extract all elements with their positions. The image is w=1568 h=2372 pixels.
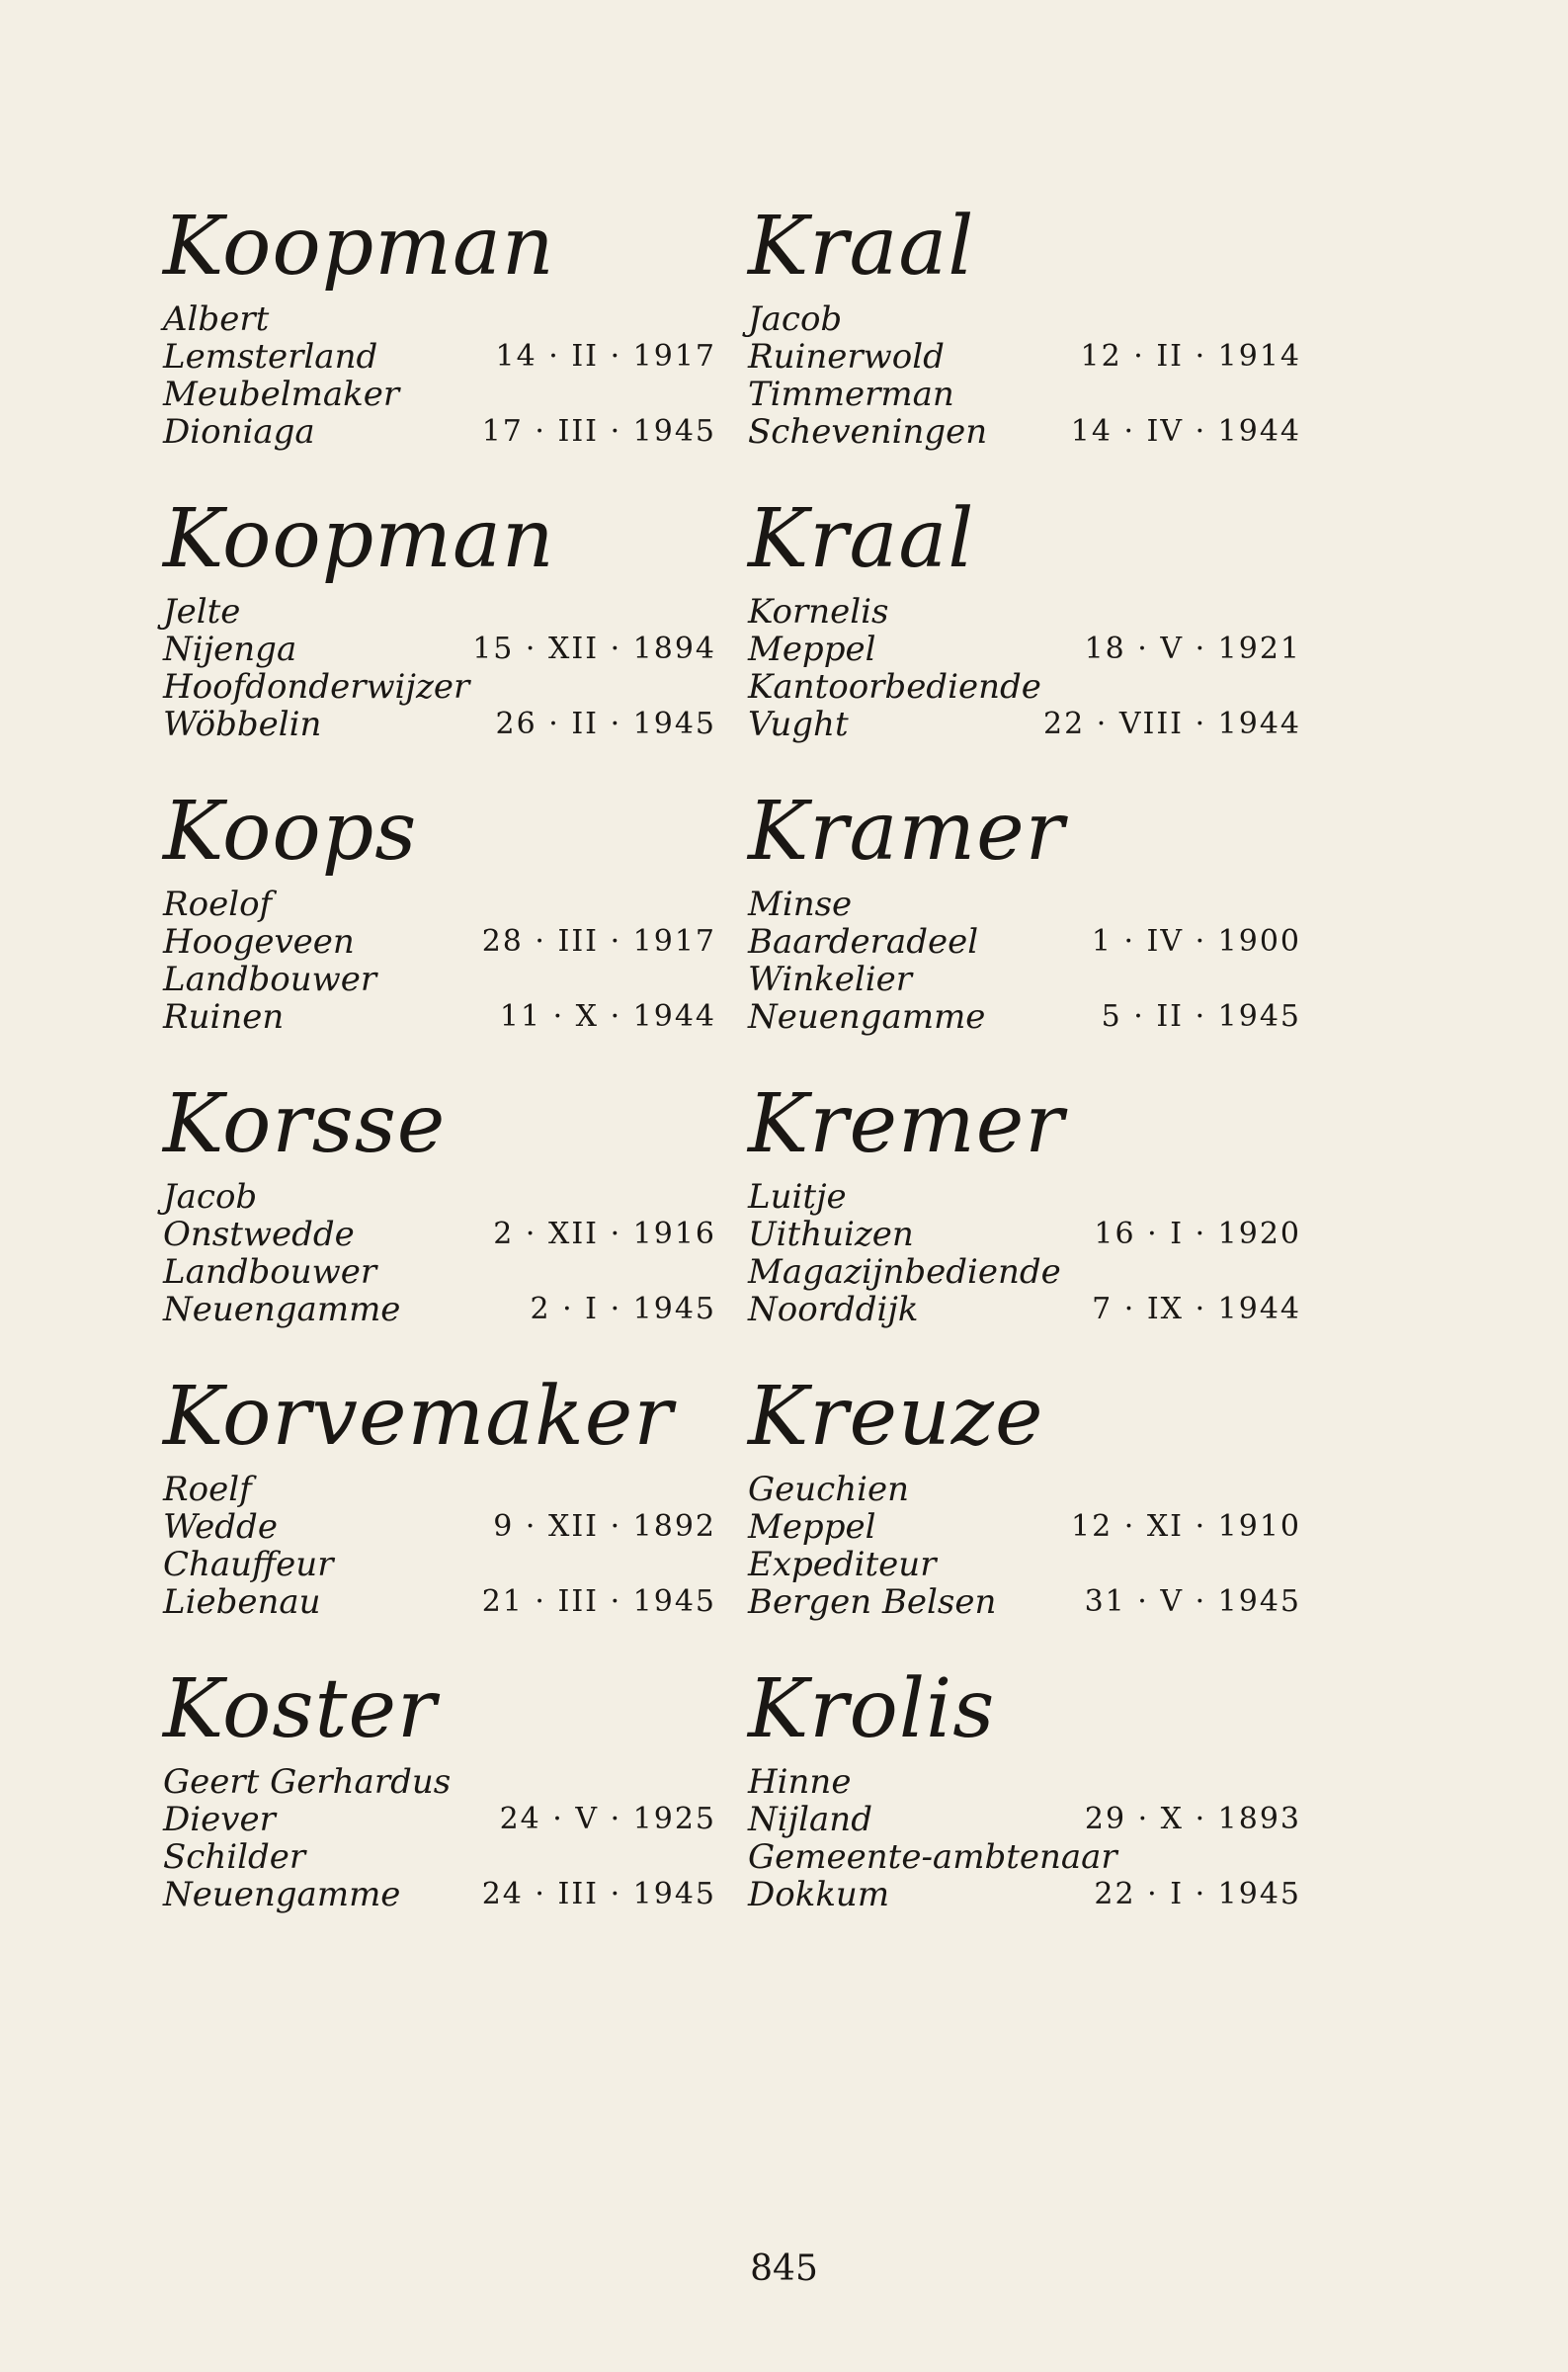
occupation: Expediteur bbox=[748, 1545, 937, 1584]
right-column bbox=[748, 198, 1301, 1953]
first-name-line bbox=[748, 1178, 1301, 1216]
occupation-line bbox=[163, 668, 716, 706]
birth-place: Wedde bbox=[163, 1507, 278, 1547]
birth-line bbox=[748, 1801, 1301, 1838]
first-name-line bbox=[163, 1471, 716, 1508]
first-name-line bbox=[163, 593, 716, 631]
occupation-line bbox=[748, 961, 1301, 998]
occupation: Kantoorbediende bbox=[748, 667, 1041, 707]
death-place: Neuengamme bbox=[163, 1875, 401, 1914]
surname: Koster bbox=[163, 1662, 438, 1756]
occupation-line bbox=[163, 1253, 716, 1291]
first-name-line bbox=[748, 300, 1301, 338]
birth-date: 29 · X · 1893 bbox=[1084, 1802, 1301, 1836]
birth-line bbox=[748, 338, 1301, 376]
birth-date: 14 · II · 1917 bbox=[495, 339, 716, 374]
death-date: 7 · IX · 1944 bbox=[1092, 1292, 1301, 1326]
occupation-line bbox=[748, 668, 1301, 706]
birth-line bbox=[163, 923, 716, 961]
death-date: 11 · X · 1944 bbox=[499, 999, 716, 1034]
occupation: Gemeente-ambtenaar bbox=[748, 1837, 1117, 1877]
first-name-line bbox=[748, 1471, 1301, 1508]
occupation-line bbox=[748, 1838, 1301, 1876]
birth-date: 9 · XII · 1892 bbox=[493, 1509, 716, 1544]
name-entry bbox=[163, 198, 716, 490]
first-name: Minse bbox=[748, 885, 853, 924]
surname: Krolis bbox=[748, 1662, 996, 1756]
death-place: Scheveningen bbox=[748, 412, 988, 452]
death-line bbox=[748, 706, 1301, 743]
birth-date: 16 · I · 1920 bbox=[1094, 1217, 1301, 1251]
first-name-line bbox=[163, 1763, 716, 1801]
occupation-line bbox=[163, 1838, 716, 1876]
death-place: Bergen Belsen bbox=[748, 1582, 997, 1622]
surname: Kreuze bbox=[748, 1370, 1044, 1464]
birth-place: Hoogeveen bbox=[163, 922, 355, 962]
death-place: Noorddijk bbox=[748, 1290, 919, 1329]
birth-date: 1 · IV · 1900 bbox=[1091, 924, 1301, 959]
occupation: Landbouwer bbox=[163, 960, 377, 999]
first-name: Kornelis bbox=[748, 592, 889, 632]
name-entry bbox=[748, 783, 1301, 1075]
birth-place: Nijland bbox=[748, 1800, 872, 1839]
death-line bbox=[748, 998, 1301, 1036]
birth-place: Nijenga bbox=[163, 630, 297, 669]
occupation: Landbouwer bbox=[163, 1252, 377, 1292]
occupation: Hoofdonderwijzer bbox=[163, 667, 470, 707]
first-name: Hinne bbox=[748, 1762, 852, 1802]
occupation-line bbox=[163, 961, 716, 998]
surname: Kraal bbox=[748, 492, 975, 586]
surname: Koopman bbox=[163, 200, 555, 294]
occupation: Magazijnbediende bbox=[748, 1252, 1061, 1292]
first-name: Jacob bbox=[163, 1177, 258, 1217]
death-date: 24 · III · 1945 bbox=[481, 1877, 716, 1911]
death-date: 26 · II · 1945 bbox=[495, 707, 716, 741]
birth-line bbox=[748, 1216, 1301, 1253]
first-name: Roelf bbox=[163, 1470, 252, 1509]
occupation-line bbox=[163, 376, 716, 413]
death-line bbox=[163, 998, 716, 1036]
name-entry bbox=[163, 783, 716, 1075]
name-entry bbox=[748, 1660, 1301, 1953]
death-line bbox=[163, 706, 716, 743]
birth-place: Meppel bbox=[748, 1507, 876, 1547]
occupation: Schilder bbox=[163, 1837, 306, 1877]
occupation: Meubelmaker bbox=[163, 375, 400, 414]
birth-date: 15 · XII · 1894 bbox=[472, 632, 716, 666]
birth-line bbox=[163, 631, 716, 668]
surname: Kramer bbox=[748, 785, 1065, 879]
first-name-line bbox=[163, 1178, 716, 1216]
birth-date: 12 · XI · 1910 bbox=[1071, 1509, 1301, 1544]
death-line bbox=[748, 1583, 1301, 1621]
death-date: 21 · III · 1945 bbox=[481, 1584, 716, 1619]
death-line bbox=[163, 413, 716, 451]
first-name-line bbox=[748, 593, 1301, 631]
first-name: Geuchien bbox=[748, 1470, 910, 1509]
first-name-line bbox=[748, 1763, 1301, 1801]
birth-place: Lemsterland bbox=[163, 337, 378, 377]
surname: Korsse bbox=[163, 1077, 447, 1171]
first-name: Albert bbox=[163, 299, 270, 339]
first-name-line bbox=[163, 300, 716, 338]
birth-line bbox=[748, 923, 1301, 961]
name-entry bbox=[163, 490, 716, 783]
name-entry bbox=[163, 1368, 716, 1660]
death-line bbox=[163, 1583, 716, 1621]
death-place: Neuengamme bbox=[163, 1290, 401, 1329]
first-name: Jelte bbox=[163, 592, 241, 632]
surname: Korvemaker bbox=[163, 1370, 674, 1464]
birth-place: Ruinerwold bbox=[748, 337, 945, 377]
birth-date: 24 · V · 1925 bbox=[499, 1802, 716, 1836]
birth-line bbox=[163, 1508, 716, 1546]
death-line bbox=[748, 1291, 1301, 1328]
death-date: 5 · II · 1945 bbox=[1101, 999, 1301, 1034]
death-line bbox=[163, 1876, 716, 1913]
death-place: Ruinen bbox=[163, 997, 285, 1037]
surname: Koops bbox=[163, 785, 418, 879]
occupation-line bbox=[748, 1253, 1301, 1291]
birth-line bbox=[163, 338, 716, 376]
birth-date: 28 · III · 1917 bbox=[481, 924, 716, 959]
occupation-line bbox=[748, 376, 1301, 413]
occupation: Winkelier bbox=[748, 960, 912, 999]
name-entry bbox=[748, 1368, 1301, 1660]
first-name: Jacob bbox=[748, 299, 843, 339]
surname: Koopman bbox=[163, 492, 555, 586]
death-place: Vught bbox=[748, 705, 849, 744]
surname: Kraal bbox=[748, 200, 975, 294]
death-place: Wöbbelin bbox=[163, 705, 322, 744]
death-date: 22 · I · 1945 bbox=[1094, 1877, 1301, 1911]
birth-date: 12 · II · 1914 bbox=[1080, 339, 1301, 374]
name-entry bbox=[163, 1075, 716, 1368]
death-place: Dokkum bbox=[748, 1875, 890, 1914]
page-number: 845 bbox=[750, 2248, 818, 2289]
death-date: 2 · I · 1945 bbox=[530, 1292, 716, 1326]
occupation: Timmerman bbox=[748, 375, 954, 414]
birth-place: Diever bbox=[163, 1800, 276, 1839]
birth-line bbox=[748, 1508, 1301, 1546]
death-date: 22 · VIII · 1944 bbox=[1043, 707, 1301, 741]
death-date: 14 · IV · 1944 bbox=[1070, 414, 1301, 449]
birth-date: 2 · XII · 1916 bbox=[493, 1217, 716, 1251]
birth-line bbox=[163, 1216, 716, 1253]
birth-place: Onstwedde bbox=[163, 1215, 355, 1254]
death-place: Neuengamme bbox=[748, 997, 986, 1037]
death-line bbox=[748, 1876, 1301, 1913]
birth-place: Uithuizen bbox=[748, 1215, 914, 1254]
death-line bbox=[748, 413, 1301, 451]
birth-line bbox=[163, 1801, 716, 1838]
birth-place: Meppel bbox=[748, 630, 876, 669]
death-place: Liebenau bbox=[163, 1582, 321, 1622]
name-entry bbox=[748, 198, 1301, 490]
first-name-line bbox=[748, 886, 1301, 923]
first-name: Roelof bbox=[163, 885, 273, 924]
death-place: Dioniaga bbox=[163, 412, 315, 452]
name-entry bbox=[748, 490, 1301, 783]
occupation: Chauffeur bbox=[163, 1545, 334, 1584]
surname: Kremer bbox=[748, 1077, 1065, 1171]
first-name-line bbox=[163, 886, 716, 923]
birth-date: 18 · V · 1921 bbox=[1084, 632, 1301, 666]
death-line bbox=[163, 1291, 716, 1328]
first-name: Luitje bbox=[748, 1177, 847, 1217]
name-entry bbox=[163, 1660, 716, 1953]
first-name: Geert Gerhardus bbox=[163, 1762, 452, 1802]
name-entry bbox=[748, 1075, 1301, 1368]
occupation-line bbox=[748, 1546, 1301, 1583]
left-column bbox=[163, 198, 716, 1953]
occupation-line bbox=[163, 1546, 716, 1583]
birth-line bbox=[748, 631, 1301, 668]
death-date: 17 · III · 1945 bbox=[481, 414, 716, 449]
death-date: 31 · V · 1945 bbox=[1084, 1584, 1301, 1619]
birth-place: Baarderadeel bbox=[748, 922, 979, 962]
